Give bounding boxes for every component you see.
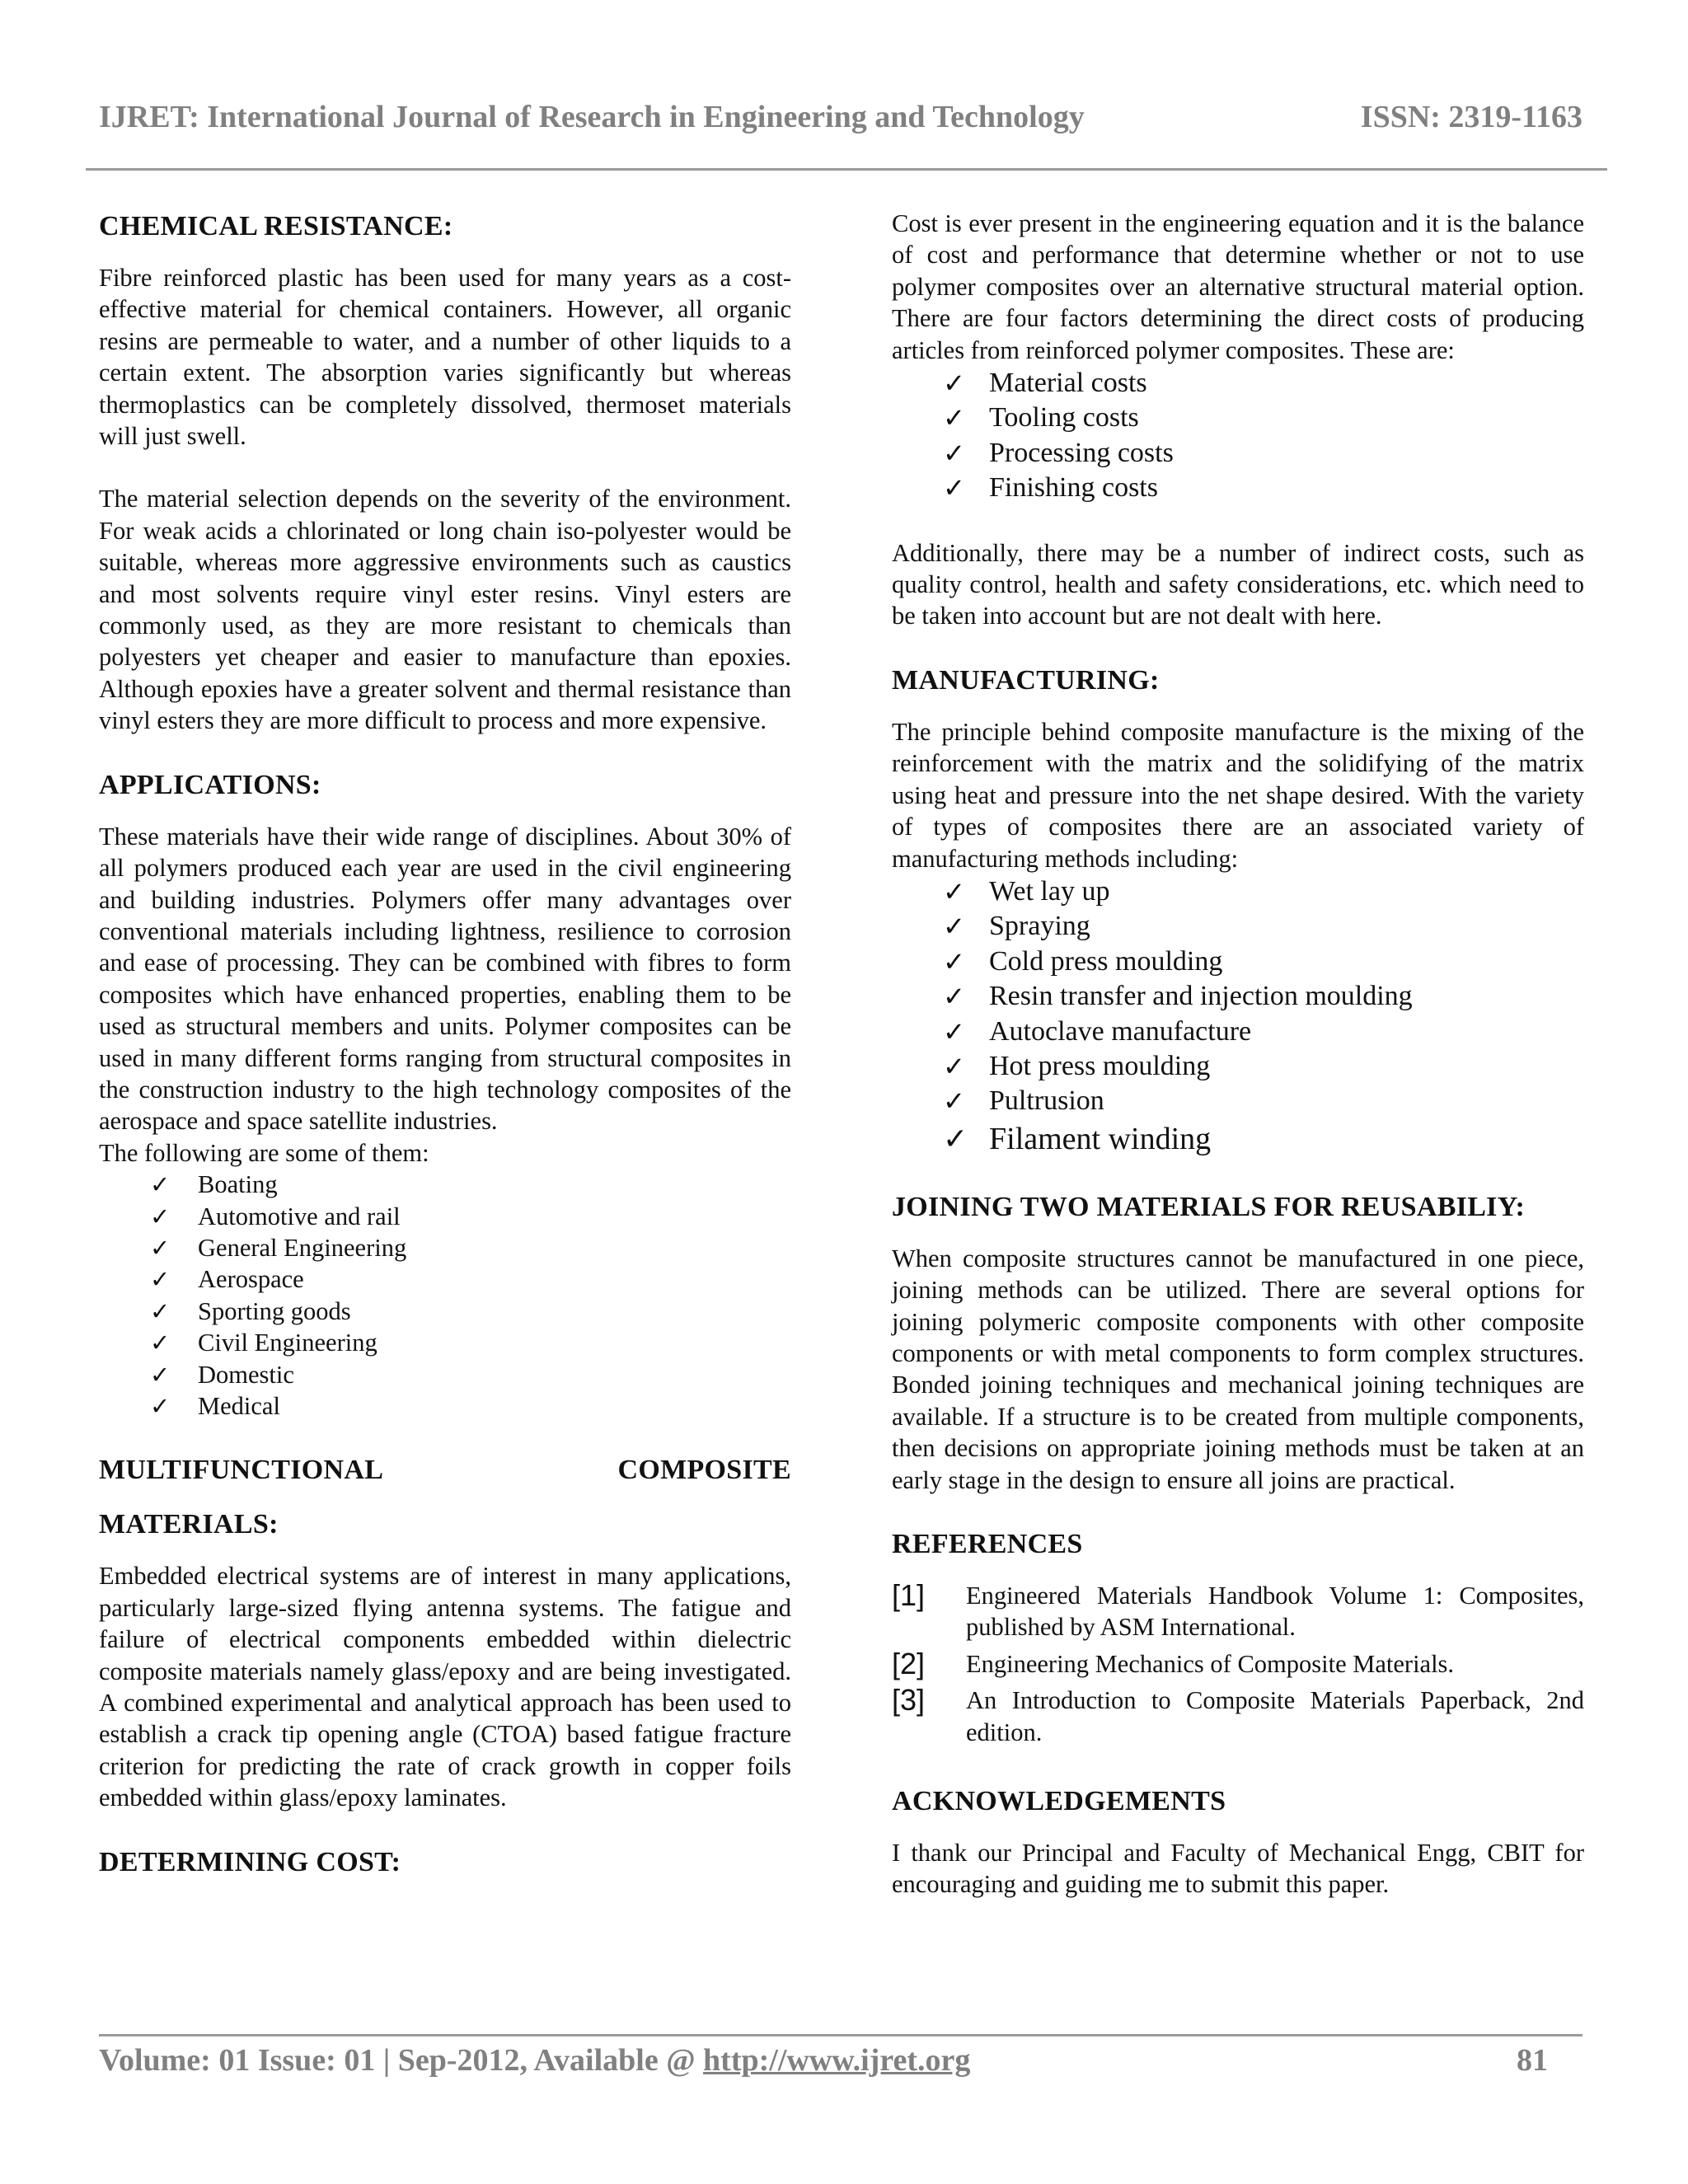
checkmark-icon: ✓ [150,1233,171,1262]
reference-item [892,1580,1584,1643]
checkmark-icon: ✓ [943,1121,968,1156]
paragraph: These materials have their wide range of disciplines. About 30% of all polymers produced each year are used in the civil engineering and building industries. Polymers offer many advantages over conventional materials including lightness, resilience to corrosion and ease of processing. They can be combined with fibres to form composites which have enhanced properties, enabling them to be used as structural members and units. Polymer composites can be used in many different forms ranging from structural composites in the construction industry to the high technology composites of the aerospace and space satellite industries. [99,822,791,1136]
list-item: ✓ Medical [99,1390,791,1422]
manufacturing-methods-list [892,874,1584,1159]
list-item: ✓ Hot press moulding [892,1049,1584,1084]
section-heading-references: REFERENCES [892,1529,1083,1559]
paragraph: The material selection depends on the severity of the environment. For weak acids a chlorinated or long chain iso-polyester would be suitable, whereas more aggressive environments such as caustics and most solvents require vinyl ester resins. Vinyl esters are commonly used, as they are more resistant to chemicals than polyesters yet cheaper and easier to manufacture than epoxies. Although epoxies have a greater solvent and thermal resistance than vinyl esters they are more difficult to process and more expensive. [99,485,791,735]
checkmark-icon: ✓ [150,1360,171,1389]
applications-list [99,1169,791,1422]
reference-number: [3] [892,1683,926,1718]
section-heading-manufacturing: MANUFACTURING: [892,664,1160,696]
list-item: ✓ Tooling costs [892,401,1584,435]
paragraph: Additionally, there may be a number of indirect costs, such as quality control, health and safety considerations, etc. which need to be taken into account but are not dealt with here. [892,538,1584,630]
list-item: ✓ Cold press moulding [892,944,1584,979]
reference-text: Engineered Materials Handbook Volume 1: Composites, published by ASM International. [966,1582,1584,1642]
paragraph: The principle behind composite manufacture is the mixing of the reinforcement with the matrix and the solidifying of the matrix using heat and pressure into the net shape desired. With the variety of types of composites there are an associated variety of manufacturing methods including: [892,717,1584,873]
list-item: ✓ Domestic [99,1359,791,1390]
list-item: ✓ Wet lay up [892,874,1584,909]
list-item: ✓ Resin transfer and injection moulding [892,979,1584,1014]
footer-rule [99,2034,1582,2036]
checkmark-icon: ✓ [943,402,966,434]
list-item: ✓ Boating [99,1169,791,1200]
list-item: ✓ Pultrusion [892,1084,1584,1118]
checkmark-icon: ✓ [943,368,966,400]
page-number: 81 [1517,2043,1548,2078]
list-item: ✓ Finishing costs [892,471,1584,505]
right-column [892,208,1584,1900]
checkmark-icon: ✓ [943,472,966,504]
list-item: ✓ Autoclave manufacture [892,1015,1584,1049]
list-item: ✓ Aerospace [99,1263,791,1295]
list-item: ✓ General Engineering [99,1232,791,1263]
list-item: ✓ Automotive and rail [99,1201,791,1232]
section-heading-acknowledgements: ACKNOWLEDGEMENTS [892,1786,1226,1817]
section-heading-determining-cost: DETERMINING COST: [99,1846,401,1877]
list-item: ✓ Sporting goods [99,1296,791,1327]
reference-text: An Introduction to Composite Materials Paperback, 2nd edition. [966,1686,1584,1746]
reference-number: [1] [892,1578,926,1612]
paragraph: Embedded electrical systems are of interest in many applications, particularly large-sized flying antenna systems. The fatigue and failure of electrical components embedded within dielectric composite materials namely glass/epoxy and are being investigated. A combined experimental and analytical approach has been used to establish a crack tip opening angle (CTOA) based fatigue fracture criterion for predicting the rate of crack growth in copper foils embedded within glass/epoxy laminates. [99,1562,791,1812]
left-column [99,208,791,1898]
checkmark-icon: ✓ [150,1202,171,1230]
reference-list [892,1580,1584,1748]
running-header [99,99,1582,140]
checkmark-icon: ✓ [150,1329,171,1357]
section-heading-joining: JOINING TWO MATERIALS FOR REUSABILIY: [892,1191,1526,1222]
reference-number: [2] [892,1646,926,1680]
checkmark-icon: ✓ [943,1050,966,1082]
checkmark-icon: ✓ [943,981,966,1013]
reference-item [892,1648,1584,1680]
checkmark-icon: ✓ [943,1015,966,1047]
cost-factors-list [892,366,1584,506]
checkmark-icon: ✓ [943,437,966,469]
checkmark-icon: ✓ [150,1265,171,1294]
section-heading-applications: APPLICATIONS: [99,769,321,800]
footer-volume-info: Volume: 01 Issue: 01 | Sep-2012, Available @ http://www.ijret.org [99,2043,971,2078]
checkmark-icon: ✓ [943,875,966,907]
reference-item [892,1685,1584,1748]
checkmark-icon: ✓ [150,1170,171,1199]
paragraph: Cost is ever present in the engineering equation and it is the balance of cost and performance that determine whether or not to use polymer composites over an alternative structural material option. There are four factors determining the direct costs of producing articles from reinforced polymer composites. These are: [892,209,1584,364]
list-item: ✓ Spraying [892,909,1584,944]
paragraph: I thank our Principal and Faculty of Mechanical Engg, CBIT for encouraging and guiding me to submit this paper. [892,1839,1584,1899]
list-intro: The following are some of them: [99,1138,429,1167]
section-heading-chemical-resistance: CHEMICAL RESISTANCE: [99,211,453,241]
list-item: ✓ Filament winding [892,1119,1584,1159]
paragraph: When composite structures cannot be manufactured in one piece, joining methods can be utilized. There are several options for joining polymeric composite components with other composite components or with metal components to form complex structures. Bonded joining techniques and mechanical joining techniques are available. If a structure is to be created from multiple components, then decisions on appropriate joining methods must be taken at an early stage in the design to ensure all joins are practical. [892,1244,1584,1494]
checkmark-icon: ✓ [943,1085,966,1118]
section-heading-multifunctional-line2: MATERIALS: [99,1509,279,1540]
list-item: ✓ Civil Engineering [99,1327,791,1358]
checkmark-icon: ✓ [943,911,966,943]
list-item: ✓ Material costs [892,366,1584,401]
list-item: ✓ Processing costs [892,436,1584,471]
checkmark-icon: ✓ [150,1392,171,1420]
checkmark-icon: ✓ [150,1296,171,1325]
journal-title: IJRET: International Journal of Research in Engineering and Technology [99,100,1085,134]
issn: ISSN: 2319-1163 [1360,100,1582,134]
journal-website-link[interactable]: http://www.ijret.org [703,2043,971,2078]
paragraph: Fibre reinforced plastic has been used for many years as a cost-effective material for chemical containers. However, all organic resins are permeable to water, and a number of other liquids to a certain extent. The absorption varies significantly but whereas thermoplastics can be completely dissolved, thermoset materials will just swell. [99,264,791,451]
checkmark-icon: ✓ [943,945,966,977]
section-heading-multifunctional: MULTIFUNCTIONAL COMPOSITE [99,1455,791,1486]
header-rule [86,168,1607,171]
reference-text: Engineering Mechanics of Composite Materials. [966,1649,1455,1678]
